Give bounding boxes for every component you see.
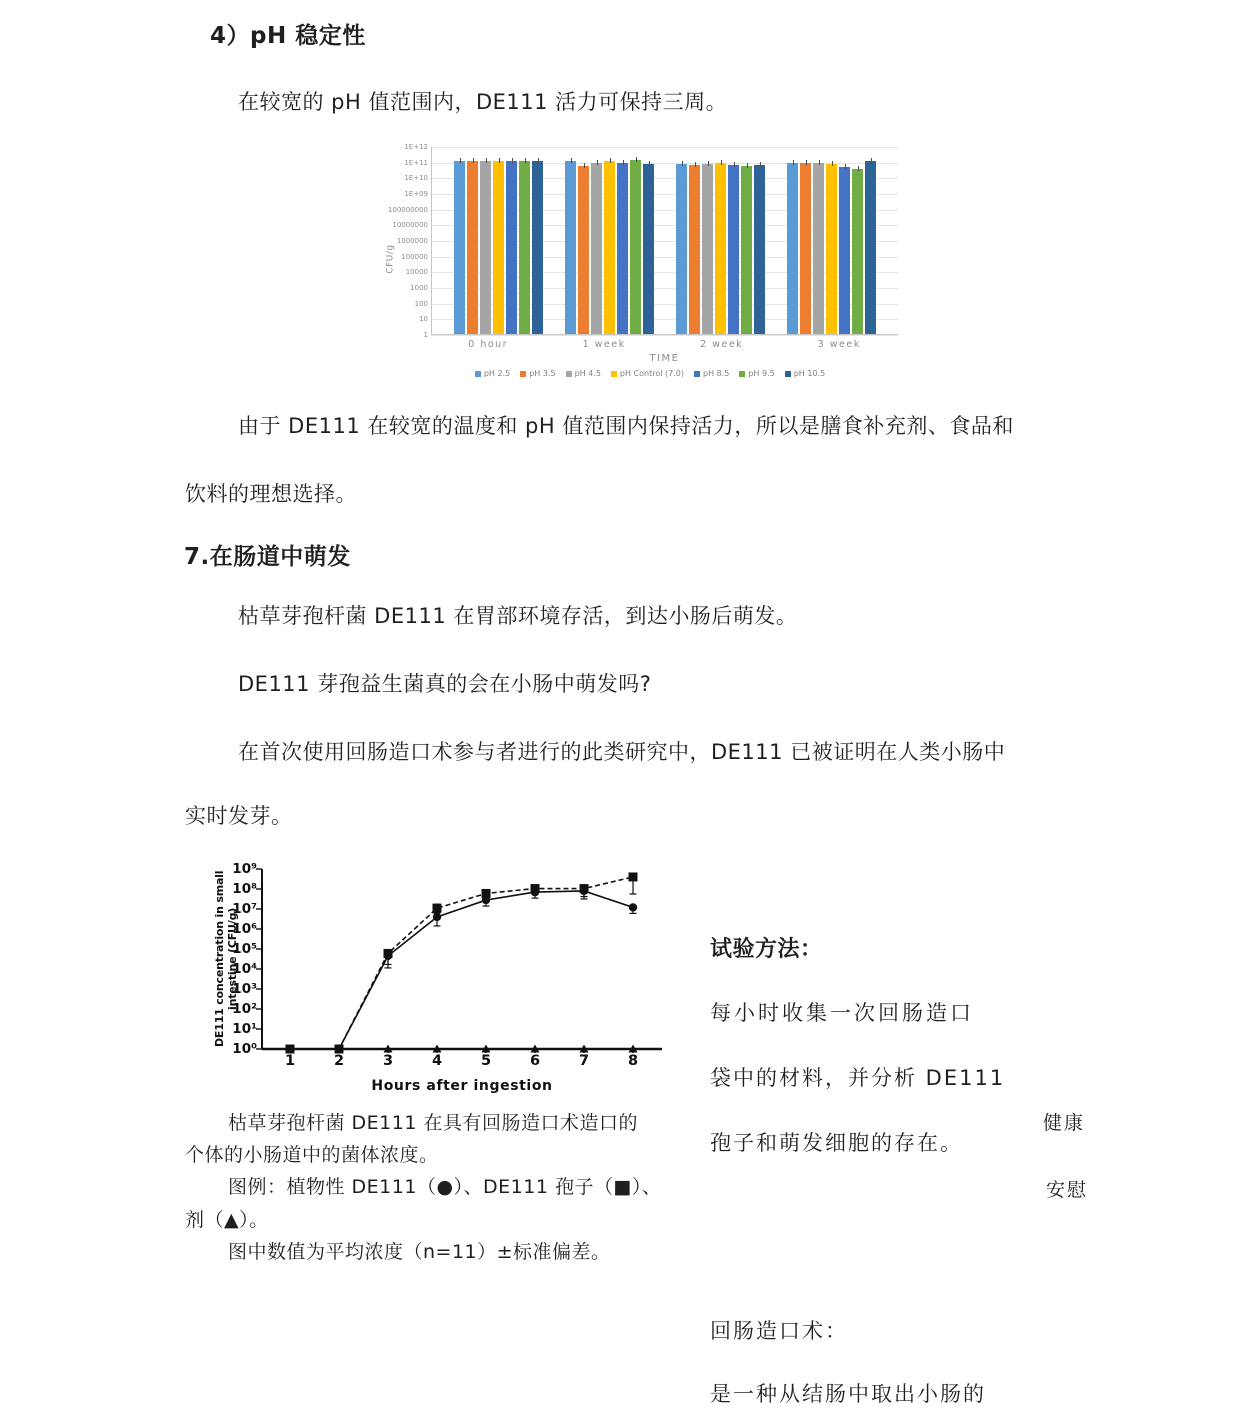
error-whisker [734,162,735,167]
error-whisker [486,158,487,163]
fragment-health: 健康 [1043,1112,1086,1134]
ph-chart-legend [388,369,912,378]
germ-chart-x-ticks [262,1053,662,1073]
circle-marker-icon [384,952,392,960]
error-whisker [682,161,683,166]
bar-pH-Control-7.0- [826,164,837,334]
error-whisker [819,160,820,165]
x-tick: 1 [284,1053,296,1069]
bar-pH-2.5 [454,161,465,334]
ileostomy-heading: 回肠造口术： [710,1319,848,1343]
x-tick: 8 [627,1053,639,1069]
paragraph-survive: 枯草芽孢杆菌 DE111 在胃部环境存活，到达小肠后萌发。 [238,604,798,628]
figure-caption-line3: 图例：植物性 DE111（●）、DE111 孢子（■）、 [228,1176,662,1198]
error-whisker [538,158,539,163]
y-tick: 10⁵ [232,941,257,957]
legend-swatch-icon [785,371,791,377]
paragraph-ph-range: 在较宽的 pH 值范围内，DE111 活力可保持三周。 [238,90,728,114]
section-heading-germination: 7.在肠道中萌发 [184,544,351,570]
bar-pH-10.5 [532,161,543,334]
bar-pH-9.5 [630,160,641,334]
series-line-spores [290,877,633,1049]
figure-caption-line5: 图中数值为平均浓度（n=11）±标准偏差。 [228,1241,611,1263]
paragraph-study-line1: 在首次使用回肠造口术参与者进行的此类研究中，DE111 已被证明在人类小肠中 [238,740,1006,764]
figure-caption-line2: 个体的小肠道中的菌体浓度。 [185,1144,439,1166]
bar-pH-4.5 [591,163,602,334]
bar-pH-4.5 [813,163,824,334]
x-tick: 6 [529,1053,541,1069]
legend-swatch-icon [520,371,526,377]
y-tick: 1 [423,331,428,339]
category-label: 0 hour [468,339,509,350]
error-whisker [858,166,859,171]
error-whisker [649,161,650,166]
y-tick: 1E+12 [404,143,428,151]
error-whisker [721,160,722,165]
legend-item [739,369,774,378]
bar-pH-8.5 [617,163,628,334]
bar-pH-3.5 [467,161,478,334]
y-tick: 10⁴ [232,961,257,977]
paragraph-ideal-choice-line1: 由于 DE111 在较宽的温度和 pH 值范围内保持活力，所以是膳食补充剂、食品和 [238,414,1014,438]
method-line3: 孢子和萌发细胞的存在。 [710,1131,963,1155]
legend-label: pH 8.5 [702,369,730,378]
x-tick: 7 [578,1053,590,1069]
legend-item [566,369,601,378]
x-tick: 2 [333,1053,345,1069]
bar-pH-4.5 [702,164,713,334]
ph-stability-bar-chart [385,136,912,390]
legend-label: pH 10.5 [793,369,826,378]
ph-chart-plot-area [431,147,898,335]
fragment-comfort: 安慰 [1046,1179,1089,1201]
legend-label: pH 2.5 [483,369,511,378]
legend-label: pH 3.5 [529,369,556,378]
circle-marker-icon [433,913,441,921]
bar-pH-Control-7.0- [715,163,726,334]
legend-label: pH 4.5 [574,369,601,378]
germ-chart-y-ticks [195,861,257,1057]
series-line-vegetative [290,891,633,1049]
bar-pH-Control-7.0- [493,161,504,334]
y-tick: 100000 [401,252,428,261]
y-tick: 1E+11 [404,158,428,167]
error-whisker [460,158,461,163]
bar-pH-9.5 [852,169,863,334]
legend-item [475,369,510,378]
legend-item [694,369,729,378]
germ-chart-x-axis-label: Hours after ingestion [371,1078,553,1094]
section-heading-ph-stability: 4）pH 稳定性 [210,23,366,49]
y-tick: 100 [414,299,428,308]
method-line2: 袋中的材料，并分析 DE111 [710,1066,1006,1090]
bar-group-2-week [676,147,765,334]
bar-group-1-week [565,147,654,334]
circle-marker-icon [629,903,637,911]
legend-swatch-icon [739,371,745,377]
square-marker-icon [629,872,638,881]
bar-pH-2.5 [565,161,576,334]
y-tick: 10⁰ [232,1041,257,1057]
y-tick: 1000 [410,284,428,292]
legend-label: pH 9.5 [748,369,775,378]
legend-item [611,369,684,378]
square-marker-icon [433,904,442,913]
ph-chart-category-labels [431,339,898,350]
error-whisker [512,158,513,163]
paragraph-ideal-choice-line2: 饮料的理想选择。 [185,482,357,506]
circle-marker-icon [482,896,490,904]
bar-pH-9.5 [741,166,752,334]
bar-group-3-week [787,147,876,334]
bar-group-0-hour [454,147,543,334]
error-whisker [584,163,585,168]
bar-pH-Control-7.0- [604,161,615,334]
ph-chart-bars [431,147,898,335]
y-tick: 10⁷ [232,901,257,917]
bar-pH-10.5 [754,165,765,334]
bar-pH-8.5 [506,161,517,334]
y-tick: 10⁸ [232,881,257,897]
error-whisker [597,160,598,165]
error-whisker [832,161,833,166]
y-tick: 100000000 [387,205,428,214]
x-tick: 4 [431,1053,443,1069]
x-tick: 3 [382,1053,394,1069]
germ-chart-y-axis-label: DE111 concentration in small intestine (CFU/g) [213,870,239,1048]
x-tick: 5 [480,1053,492,1069]
error-whisker [473,158,474,163]
error-whisker [747,163,748,168]
bar-pH-3.5 [578,166,589,334]
paragraph-study-line2: 实时发芽。 [185,804,293,828]
y-tick: 10² [232,1001,257,1017]
bar-pH-3.5 [800,163,811,334]
y-tick: 10¹ [232,1021,257,1037]
error-whisker [845,164,846,169]
ileostomy-line: 是一种从结肠中取出小肠的 [710,1382,986,1406]
y-tick: 1E+09 [404,190,428,198]
legend-label: pH Control (7.0) [619,369,684,378]
circle-marker-icon [531,888,539,896]
y-tick: 10³ [232,981,257,997]
error-whisker [623,160,624,165]
germination-line-chart [195,852,700,1110]
error-whisker [571,158,572,163]
error-whisker [695,162,696,167]
error-whisker [806,160,807,165]
ph-chart-y-ticks [385,143,428,339]
bar-pH-10.5 [643,164,654,334]
y-tick: 10000 [405,268,428,277]
paragraph-question: DE111 芽孢益生菌真的会在小肠中萌发吗? [238,672,652,696]
y-tick: 10 [419,315,428,324]
y-tick: 1000000 [396,237,428,245]
germ-chart-plot [262,869,662,1049]
bar-pH-2.5 [787,163,798,334]
y-tick: 1E+10 [404,174,428,183]
bar-pH-2.5 [676,164,687,334]
bar-pH-10.5 [865,161,876,334]
error-whisker [525,158,526,163]
error-whisker [610,158,611,163]
bar-pH-4.5 [480,161,491,334]
error-whisker [760,162,761,167]
figure-caption-line1: 枯草芽孢杆菌 DE111 在具有回肠造口术造口的 [228,1112,638,1134]
legend-swatch-icon [475,371,481,377]
ph-chart-y-axis-label: CFU/g [385,244,396,274]
legend-swatch-icon [694,371,700,377]
error-whisker [708,161,709,166]
method-line1: 每小时收集一次回肠造口 [710,1001,974,1025]
figure-caption-line4: 剂（▲）。 [185,1209,269,1231]
legend-swatch-icon [566,371,572,377]
category-label: 1 week [582,339,626,350]
circle-marker-icon [580,887,588,895]
bar-pH-8.5 [839,167,850,334]
error-whisker [871,158,872,163]
category-label: 2 week [700,339,744,350]
y-tick: 10⁶ [232,921,257,937]
category-label: 3 week [817,339,861,350]
gridline [431,335,898,336]
ph-chart-x-axis-label: TIME [649,353,680,364]
legend-item [520,369,555,378]
y-tick: 10⁹ [232,861,257,877]
error-whisker [499,158,500,163]
bar-pH-3.5 [689,165,700,334]
bar-pH-9.5 [519,161,530,334]
method-heading: 试验方法： [710,937,823,962]
legend-item [785,369,825,378]
y-tick: 10000000 [392,221,428,230]
bar-pH-8.5 [728,165,739,334]
legend-swatch-icon [611,371,617,377]
error-whisker [636,157,637,162]
error-whisker [793,160,794,165]
